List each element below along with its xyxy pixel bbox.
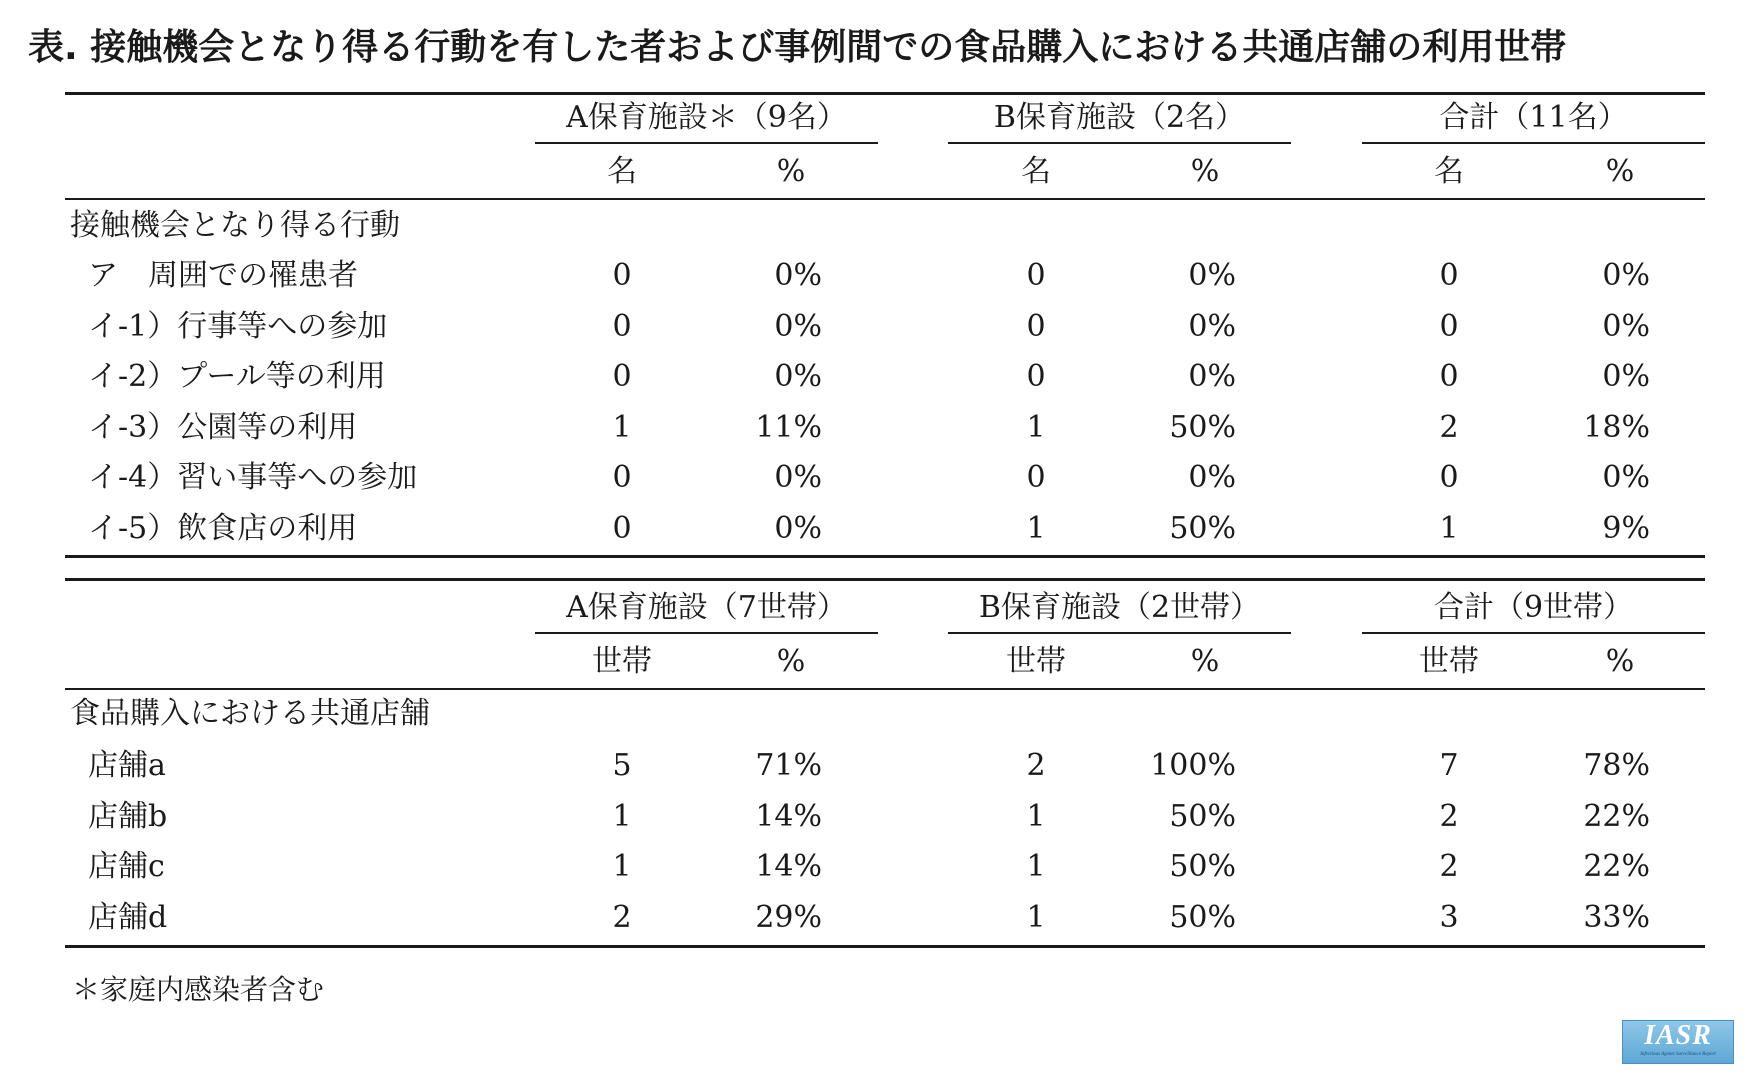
- group-header: A保育施設（7世帯）: [566, 590, 847, 625]
- column-subheader: %: [776, 644, 806, 679]
- percent-cell: 0%: [1188, 359, 1236, 394]
- row-label: イ-2）プール等の利用: [88, 359, 386, 394]
- count-cell: 2: [1439, 798, 1459, 834]
- percent-cell: 22%: [1583, 798, 1650, 834]
- percent-cell: 0%: [1188, 308, 1236, 344]
- table-title: 表. 接触機会となり得る行動を有した者および事例間での食品購入における共通店舗の利用世帯: [28, 27, 1567, 68]
- percent-cell: 18%: [1583, 409, 1650, 445]
- iasr-logo: [1622, 1020, 1734, 1064]
- percent-cell: 50%: [1169, 849, 1236, 884]
- percent-cell: 0%: [1188, 258, 1236, 293]
- count-cell: 1: [612, 849, 632, 884]
- percent-cell: 78%: [1583, 748, 1650, 783]
- percent-cell: 29%: [755, 899, 822, 935]
- column-subheader: 名: [1434, 154, 1464, 189]
- percent-cell: 14%: [755, 849, 822, 884]
- percent-cell: 0%: [1602, 308, 1650, 344]
- percent-cell: 100%: [1150, 748, 1236, 783]
- count-cell: 5: [612, 748, 632, 783]
- group-header: A保育施設＊（9名）: [566, 100, 847, 135]
- count-cell: 0: [612, 510, 632, 546]
- percent-cell: 50%: [1169, 798, 1236, 834]
- percent-cell: 11%: [755, 409, 822, 445]
- count-cell: 0: [612, 460, 632, 495]
- group-underline: [948, 632, 1291, 634]
- table-bottom-rule: [65, 945, 1705, 948]
- count-cell: 0: [612, 258, 632, 293]
- percent-cell: 33%: [1583, 899, 1650, 935]
- group-underline: [535, 632, 878, 634]
- percent-cell: 0%: [1602, 460, 1650, 495]
- column-subheader: 名: [1021, 154, 1051, 189]
- count-cell: 0: [1439, 308, 1459, 344]
- count-cell: 1: [1439, 510, 1459, 546]
- count-cell: 2: [1439, 409, 1459, 445]
- count-cell: 0: [1439, 359, 1459, 394]
- count-cell: 1: [612, 409, 632, 445]
- count-cell: 0: [1026, 460, 1046, 495]
- percent-cell: 50%: [1169, 899, 1236, 935]
- table-top-rule: [65, 92, 1705, 95]
- count-cell: 1: [1026, 849, 1046, 884]
- count-cell: 1: [1026, 510, 1046, 546]
- header-rule: [65, 198, 1705, 200]
- group-underline: [948, 142, 1291, 144]
- row-label: 店舗b: [88, 798, 168, 834]
- column-subheader: 世帯: [1006, 644, 1066, 679]
- percent-cell: 0%: [774, 460, 822, 495]
- percent-cell: 0%: [1188, 460, 1236, 495]
- count-cell: 0: [612, 308, 632, 344]
- count-cell: 7: [1439, 748, 1459, 783]
- group-header: B保育施設（2世帯）: [978, 590, 1261, 625]
- section-label: 接触機会となり得る行動: [70, 208, 400, 243]
- column-subheader: %: [1190, 154, 1220, 189]
- count-cell: 1: [1026, 409, 1046, 445]
- percent-cell: 71%: [755, 748, 822, 783]
- count-cell: 0: [1439, 460, 1459, 495]
- count-cell: 0: [1026, 359, 1046, 394]
- column-subheader: %: [1190, 644, 1220, 679]
- count-cell: 1: [612, 798, 632, 834]
- percent-cell: 0%: [774, 308, 822, 344]
- group-header: 合計（9世帯）: [1433, 590, 1634, 625]
- percent-cell: 0%: [774, 359, 822, 394]
- percent-cell: 50%: [1169, 510, 1236, 546]
- percent-cell: 0%: [1602, 359, 1650, 394]
- column-subheader: 世帯: [592, 644, 652, 679]
- count-cell: 2: [612, 899, 632, 935]
- row-label: イ-1）行事等への参加: [88, 308, 388, 344]
- row-label: イ-4）習い事等への参加: [88, 460, 418, 495]
- row-label: 店舗a: [88, 748, 166, 783]
- row-label: 店舗d: [88, 899, 168, 935]
- percent-cell: 0%: [1602, 258, 1650, 293]
- group-underline: [1362, 632, 1705, 634]
- iasr-logo-subtitle: Infectious Agents Surveillance Report: [1640, 1052, 1716, 1057]
- iasr-logo-text: IASR: [1644, 1020, 1712, 1051]
- group-underline: [1362, 142, 1705, 144]
- row-label: イ-3）公園等の利用: [88, 409, 358, 445]
- count-cell: 2: [1439, 849, 1459, 884]
- column-subheader: %: [1605, 644, 1635, 679]
- count-cell: 0: [1026, 258, 1046, 293]
- count-cell: 0: [1439, 258, 1459, 293]
- count-cell: 1: [1026, 798, 1046, 834]
- column-subheader: 名: [607, 154, 637, 189]
- group-underline: [535, 142, 878, 144]
- group-header: B保育施設（2名）: [993, 100, 1246, 135]
- count-cell: 0: [612, 359, 632, 394]
- row-label: 店舗c: [88, 849, 165, 884]
- percent-cell: 50%: [1169, 409, 1236, 445]
- percent-cell: 0%: [774, 258, 822, 293]
- percent-cell: 22%: [1583, 849, 1650, 884]
- row-label: ア 周囲での罹患者: [88, 258, 358, 293]
- column-subheader: 世帯: [1419, 644, 1479, 679]
- percent-cell: 14%: [755, 798, 822, 834]
- count-cell: 2: [1026, 748, 1046, 783]
- count-cell: 1: [1026, 899, 1046, 935]
- section-label: 食品購入における共通店舗: [70, 696, 430, 731]
- group-header: 合計（11名）: [1439, 100, 1628, 135]
- percent-cell: 0%: [774, 510, 822, 546]
- count-cell: 3: [1439, 899, 1459, 935]
- percent-cell: 9%: [1602, 510, 1650, 546]
- table-bottom-rule: [65, 555, 1705, 558]
- table-top-rule: [65, 578, 1705, 581]
- header-rule: [65, 688, 1705, 690]
- column-subheader: %: [1605, 154, 1635, 189]
- footnote: ＊家庭内感染者含む: [72, 973, 325, 1006]
- row-label: イ-5）飲食店の利用: [88, 510, 358, 546]
- column-subheader: %: [776, 154, 806, 189]
- count-cell: 0: [1026, 308, 1046, 344]
